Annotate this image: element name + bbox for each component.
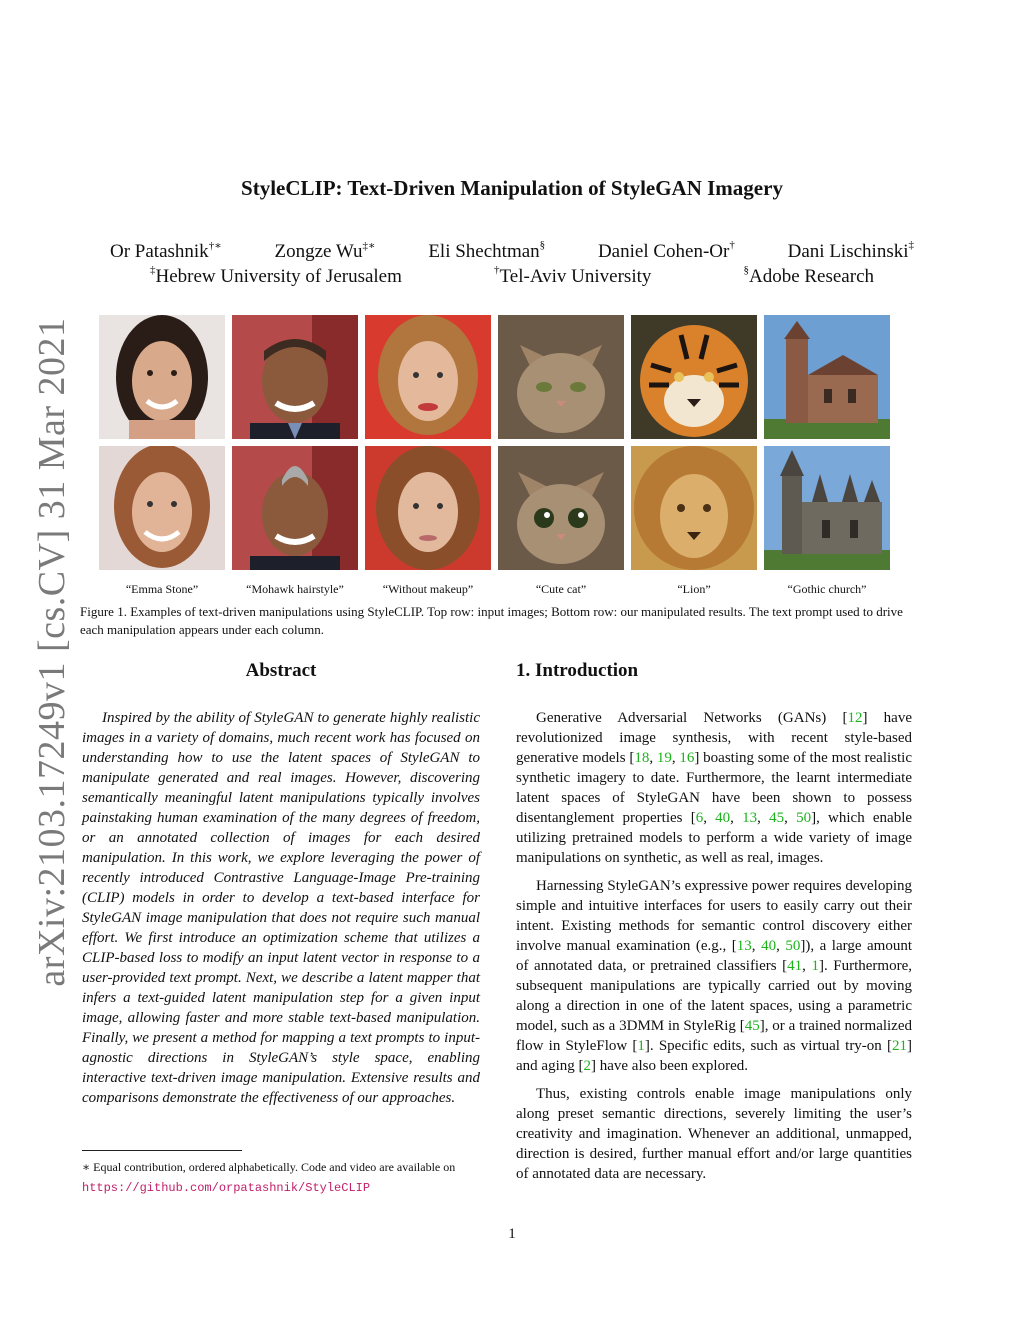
citation-link[interactable]: 45 — [744, 1018, 760, 1034]
face-image — [365, 315, 491, 439]
figure-prompt-captions — [99, 582, 893, 597]
arxiv-stamp: arXiv:2103.17249v1 [cs.CV] 31 Mar 2021 — [31, 317, 73, 987]
citation-link[interactable]: 50 — [796, 810, 812, 826]
prompt-caption: “Cute cat” — [535, 582, 587, 596]
abstract-text: Inspired by the ability of StyleGAN to generate highly realistic images in a variety of domains, much recent work has focused on understanding how to use the latent spaces of StyleGAN to manipulate generated and real images. However, discovering semantically meaningful latent manipulations typically involves painstaking human examination of the many degrees of freedom, or an annotated collection of images for each desired manipulation. In this work, we explore leveraging the power of recently introduced Contrastive Language-Image Pre-training (CLIP) models in order to develop a text-based interface for StyleGAN image manipulation that does not require such manual effort. We first introduce an optimization scheme that utilizes a CLIP-based loss to modify an input latent vector in response to a user-provided text prompt. Next, we describe a latent mapper that infers a text-guided latent manipulation step for a given input image, allowing faster and more stable text-based manipulation. Finally, we present a method for mapping a text prompts to input-agnostic directions in StyleGAN’s style space, enabling interactive text-driven image manipulation. Extensive results and comparisons demonstrate the effectiveness of our approaches. — [82, 710, 480, 1106]
face-image — [99, 315, 225, 439]
lion-image — [631, 446, 757, 570]
affiliation: §Adobe Research — [743, 264, 874, 287]
intro-paragraph-2: Harnessing StyleGAN’s expressive power requires developing simple and intuitive interfaces for users to easily carry out their intent. Existing methods for semantic control discovery either involve manual examination (e.g., [13, 40, 50]), a large amount of annotated data, or pretrained classifiers [41, 1]. Furthermore, subsequent manipulations are typically carried out by moving along a direction in one of the latent spaces, using a parametric model, such as a 3DMM in StyleRig [45], or a trained normalized flow in StyleFlow [1]. Specific edits, such as virtual try-on [21] and aging [2] have also been explored. — [516, 878, 913, 1074]
author: Zongze Wu‡∗ — [274, 240, 376, 262]
citation-link[interactable]: 50 — [785, 938, 801, 954]
tiger-image — [631, 315, 757, 439]
face-image — [365, 446, 491, 570]
author: Or Patashnik†∗ — [110, 240, 222, 262]
author: Dani Lischinski‡ — [787, 239, 914, 262]
abstract-heading: Abstract — [245, 660, 317, 681]
prompt-caption: “Lion” — [677, 582, 711, 596]
output-row — [99, 446, 893, 570]
prompt-caption: “Emma Stone” — [125, 582, 199, 596]
page-number: 1 — [508, 1226, 516, 1242]
citation-link[interactable]: 21 — [892, 1038, 907, 1054]
affiliation: ‡Hebrew University of Jerusalem — [150, 264, 402, 287]
cat-image — [498, 446, 624, 570]
face-image — [232, 315, 358, 439]
prompt-caption: “Gothic church” — [787, 582, 867, 596]
citation-link[interactable]: 40 — [715, 810, 731, 826]
right-column — [516, 660, 912, 1192]
affiliation: †Tel-Aviv University — [494, 264, 652, 287]
citation-link[interactable]: 1 — [811, 958, 819, 974]
church-image — [764, 315, 890, 439]
figure-caption: Figure 1. Examples of text-driven manipulations using StyleCLIP. Top row: input images; Bottom row: our manipulated results. The text prompt used to drive each manipulation appears under each column. — [80, 604, 903, 637]
citation-link[interactable]: 12 — [847, 710, 863, 726]
church-image — [764, 446, 890, 570]
author-list — [80, 241, 944, 263]
citation-link[interactable]: 6 — [695, 810, 704, 826]
intro-paragraph-3: Thus, existing controls enable image manipulations only along preset semantic directions, severely limiting the user’s creativity and imagination. Whenever an additional, unmapped, direction is desired, further manual effort and/or large quantities of annotated data are necessary. — [516, 1086, 912, 1182]
face-image — [232, 446, 358, 570]
citation-link[interactable]: 16 — [679, 750, 695, 766]
paper-title: StyleCLIP: Text-Driven Manipulation of StyleGAN Imagery — [241, 176, 783, 200]
affiliation-list — [130, 266, 894, 288]
code-link[interactable]: https://github.com/orpatashnik/StyleCLIP — [82, 1181, 371, 1195]
left-column — [82, 660, 480, 1108]
citation-link[interactable]: 13 — [736, 938, 752, 954]
intro-paragraph-1: Generative Adversarial Networks (GANs) [12] have revolutionized image synthesis, with recent style-based generative models [18, 19, 16] boasting some of the most realistic synthetic imagery to date. Furthermore, the learnt intermediate latent spaces of StyleGAN have been shown to possess disentanglement properties [6, 40, 13, 45, 50], which enable utilizing pretrained models to perform a wide variety of image manipulations on synthetic, as well as real, images. — [516, 710, 913, 866]
prompt-caption: “Mohawk hairstyle” — [246, 582, 344, 596]
cat-image — [498, 315, 624, 439]
citation-link[interactable]: 41 — [787, 958, 803, 974]
intro-heading: 1. Introduction — [516, 660, 639, 681]
figure-image-grid — [99, 315, 893, 577]
prompt-caption: “Without makeup” — [382, 582, 474, 596]
citation-link[interactable]: 2 — [583, 1058, 591, 1074]
citation-link[interactable]: 1 — [637, 1038, 645, 1054]
citation-link[interactable]: 19 — [656, 750, 672, 766]
citation-link[interactable]: 45 — [769, 810, 785, 826]
citation-link[interactable]: 18 — [634, 750, 650, 766]
citation-link[interactable]: 40 — [761, 938, 777, 954]
author: Daniel Cohen-Or† — [597, 239, 735, 262]
citation-link[interactable]: 13 — [742, 810, 758, 826]
input-row — [99, 315, 893, 439]
footnote-rule — [82, 1150, 242, 1151]
face-image — [99, 446, 225, 570]
author: Eli Shechtman§ — [428, 239, 546, 262]
footnote: ∗ Equal contribution, ordered alphabetically. Code and video are available on https://github.com/orpatashnik/StyleCLIP — [82, 1160, 456, 1195]
